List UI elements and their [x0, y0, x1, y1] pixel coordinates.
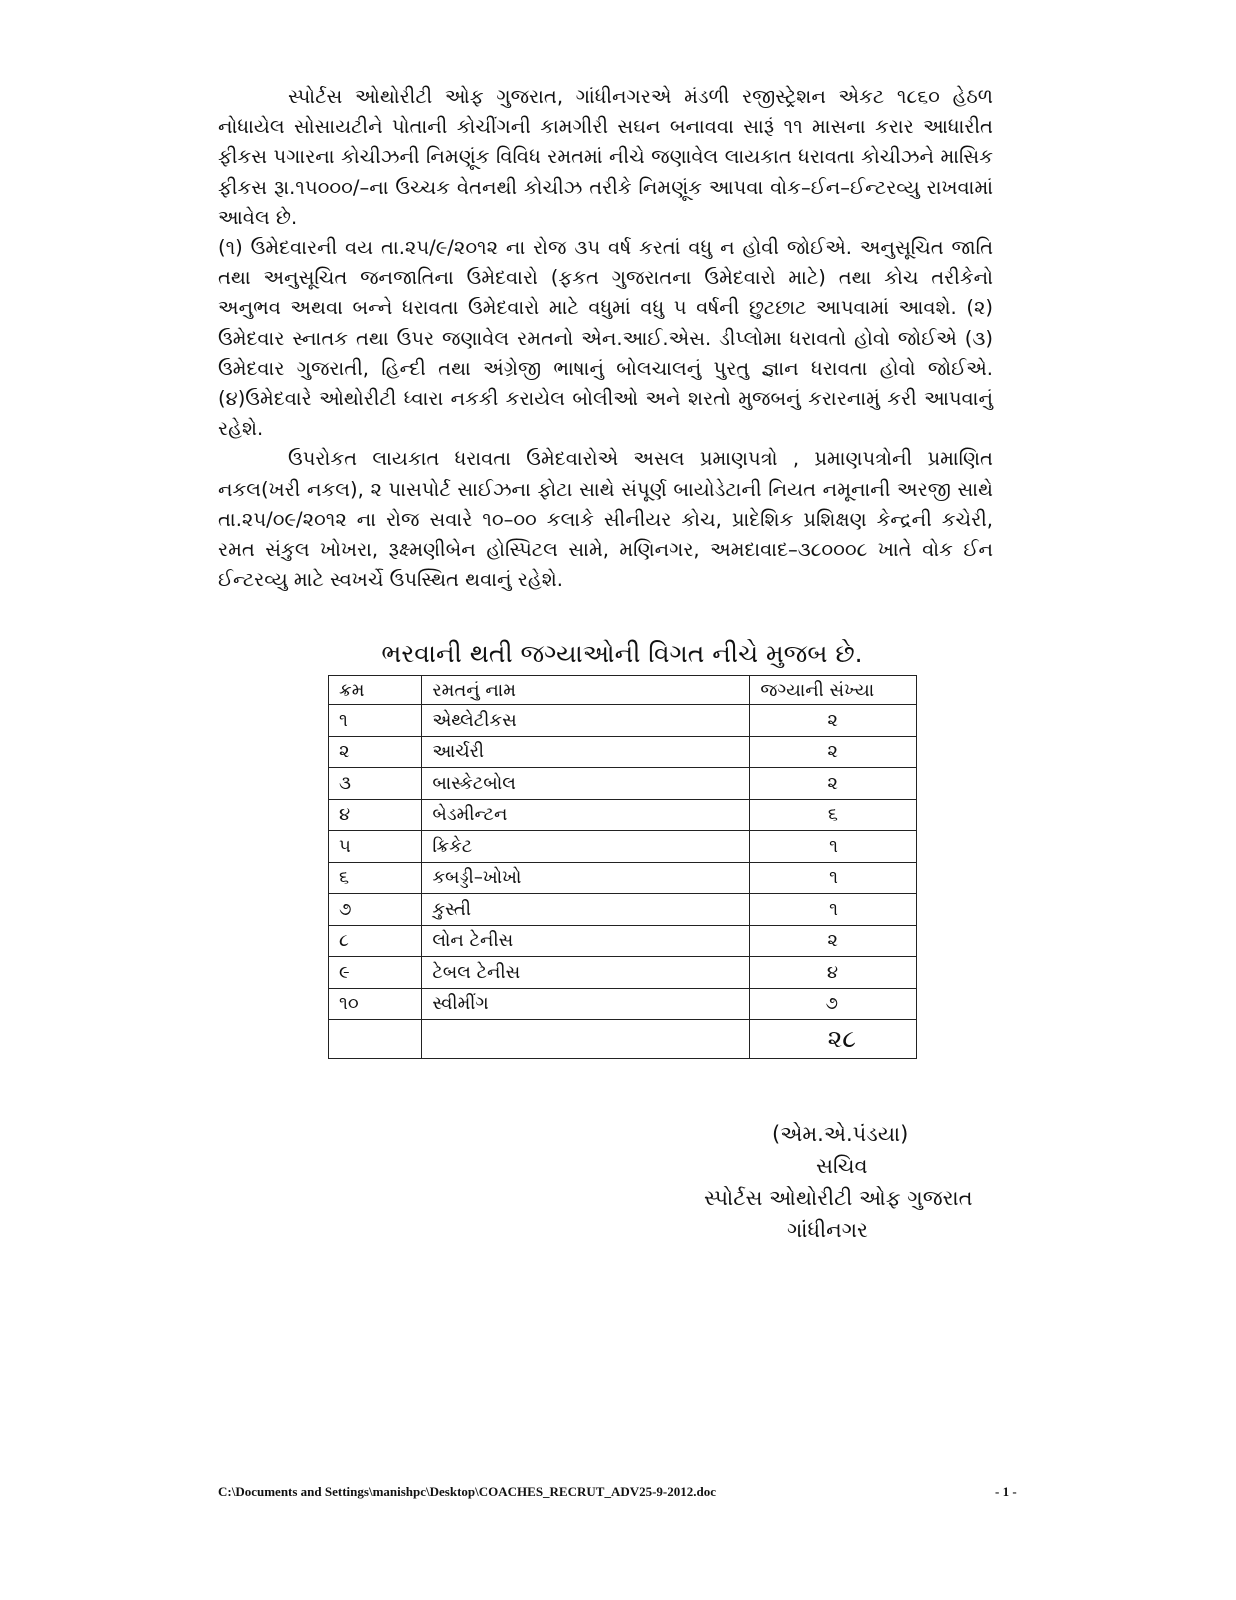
table-row — [329, 862, 917, 894]
notice-paragraph-intro: સ્પોર્ટસ ઓથોરીટી ઓફ ગુજરાત, ગાંધીનગરએ મંડળી રજીસ્ટ્રેશન એકટ ૧૮૬૦ હેઠળ નોધાયેલ સોસાયટીને પોતાની કોચીંગની કામગીરી સઘન બનાવવા સારૂં ૧૧ માસના કરાર આધારીત ફીકસ પગારના કોચીઝની નિમણૂંક વિવિધ રમતમાં નીચે જણાવેલ લાયકાત ધરાવતા કોચીઝને માસિક ફીકસ રૂા.૧૫૦૦૦/–ના ઉચ્ચક વેતનથી કોચીઝ તરીકે નિમણૂંક આપવા વોક–ઈન–ઈન્ટરવ્યુ રાખવામાં આવેલ છે. — [218, 85, 993, 229]
row-sport-name: આર્ચરી — [422, 736, 750, 768]
notice-body — [218, 82, 993, 595]
header-sport-name: રમતનું નામ — [422, 676, 750, 705]
row-vacancy-count: ૨ — [750, 736, 917, 768]
row-sport-name: એથ્લેટીકસ — [422, 705, 750, 737]
table-row — [329, 705, 917, 737]
row-serial: ૬ — [329, 862, 422, 894]
table-row — [329, 957, 917, 989]
row-vacancy-count: ૨ — [750, 705, 917, 737]
total-empty-cell — [422, 1020, 750, 1059]
row-vacancy-count: ૭ — [750, 988, 917, 1020]
signature-block — [690, 1118, 990, 1246]
signatory-designation: સચિવ — [816, 1154, 868, 1178]
row-serial: ૯ — [329, 957, 422, 989]
row-serial: ૨ — [329, 736, 422, 768]
row-serial: ૧ — [329, 705, 422, 737]
row-sport-name: સ્વીમીંગ — [422, 988, 750, 1020]
row-vacancy-count: ૧ — [750, 894, 917, 926]
row-sport-name: બેડમીન્ટન — [422, 799, 750, 831]
row-serial: ૧૦ — [329, 988, 422, 1020]
table-row — [329, 736, 917, 768]
vacancy-table — [328, 675, 917, 1059]
row-sport-name: ક્રિકેટ — [422, 831, 750, 863]
notice-paragraph-interview: ઉપરોકત લાયકાત ધરાવતા ઉમેદવારોએ અસલ પ્રમાણપત્રો , પ્રમાણપત્રોની પ્રમાણિત નકલ(ખરી નકલ), ૨ પાસપોર્ટ સાઈઝના ફોટા સાથે સંપૂર્ણ બાયોડેટાની નિયત નમૂનાની અરજી સાથે તા.૨૫/૦૯/૨૦૧૨ ના રોજ સવારે ૧૦–૦૦ કલાકે સીનીયર કોચ, પ્રાદેશિક પ્રશિક્ષણ કેન્દ્રની કચેરી, રમત સંકુલ ખોખરા, રૂક્ષ્મણીબેન હોસ્પિટલ સામે, મણિનગર, અમદાવાદ–૩૮૦૦૦૮ ખાતે વોક ઈન ઈન્ટરવ્યુ માટે સ્વખર્ચે ઉપસ્થિત થવાનું રહેશે. — [218, 447, 993, 592]
header-serial: ક્રમ — [329, 676, 422, 705]
row-sport-name: કબડ્ડી–ખોખો — [422, 862, 750, 894]
row-vacancy-count: ૪ — [750, 957, 917, 989]
row-vacancy-count: ૧ — [750, 831, 917, 863]
row-sport-name: ટેબલ ટેનીસ — [422, 957, 750, 989]
signatory-city: ગાંધીનગર — [787, 1218, 868, 1242]
total-vacancy-count: ૨૮ — [750, 1020, 917, 1059]
row-serial: ૫ — [329, 831, 422, 863]
total-empty-cell — [329, 1020, 422, 1059]
header-vacancy-count: જગ્યાની સંખ્યા — [750, 676, 917, 705]
table-total-row — [329, 1020, 917, 1059]
row-sport-name: લોન ટેનીસ — [422, 925, 750, 957]
table-row — [329, 894, 917, 926]
table-caption: ભરવાની થતી જગ્યાઓની વિગત નીચે મુજબ છે. — [381, 639, 863, 668]
notice-paragraph-eligibility: (૧) ઉમેદવારની વય તા.૨૫/૯/૨૦૧૨ ના રોજ ૩૫ વર્ષ કરતાં વધુ ન હોવી જોઈએ. અનુસૂચિત જાતિ તથા અનુસૂચિત જનજાતિના ઉમેદવારો (ફકત ગુજરાતના ઉમેદવારો માટે) તથા કોચ તરીકેનો અનુભવ અથવા બન્ને ધરાવતા ઉમેદવારો માટે વધુમાં વધુ ૫ વર્ષની છુટછાટ આપવામાં આવશે. (૨) ઉમેદવાર સ્નાતક તથા ઉપર જણાવેલ રમતનો એન.આઈ.એસ. ડીપ્લોમા ધરાવતો હોવો જોઈએ (૩) ઉમેદવાર ગુજરાતી, હિન્દી તથા અંગ્રેજી ભાષાનું બોલચાલનું પુરતુ જ્ઞાન ધરાવતા હોવો જોઈએ. (૪)ઉમેદવારે ઓથોરીટી ધ્વારા નકકી કરાયેલ બોલીઓ અને શરતો મુજબનું કરારનામું કરી આપવાનું રહેશે. — [218, 236, 993, 441]
row-sport-name: કુસ્તી — [422, 894, 750, 926]
row-sport-name: બાસ્કેટબોલ — [422, 768, 750, 800]
row-vacancy-count: ૬ — [750, 799, 917, 831]
signatory-name: (એમ.એ.પંડયા) — [772, 1122, 909, 1146]
table-header-row — [329, 676, 917, 705]
footer-file-path: C:\Documents and Settings\manishpc\Desktop\COACHES_RECRUT_ADV25-9-2012.doc — [218, 1484, 717, 1499]
table-row — [329, 831, 917, 863]
row-serial: ૭ — [329, 894, 422, 926]
row-serial: ૪ — [329, 799, 422, 831]
signatory-organization: સ્પોર્ટસ ઓથોરીટી ઓફ ગુજરાત — [704, 1186, 973, 1210]
table-row — [329, 768, 917, 800]
row-serial: ૩ — [329, 768, 422, 800]
table-row — [329, 799, 917, 831]
row-serial: ૮ — [329, 925, 422, 957]
row-vacancy-count: ૨ — [750, 925, 917, 957]
table-row — [329, 925, 917, 957]
row-vacancy-count: ૧ — [750, 862, 917, 894]
footer-page-number: - 1 - — [995, 1484, 1017, 1499]
table-row — [329, 988, 917, 1020]
row-vacancy-count: ૨ — [750, 768, 917, 800]
